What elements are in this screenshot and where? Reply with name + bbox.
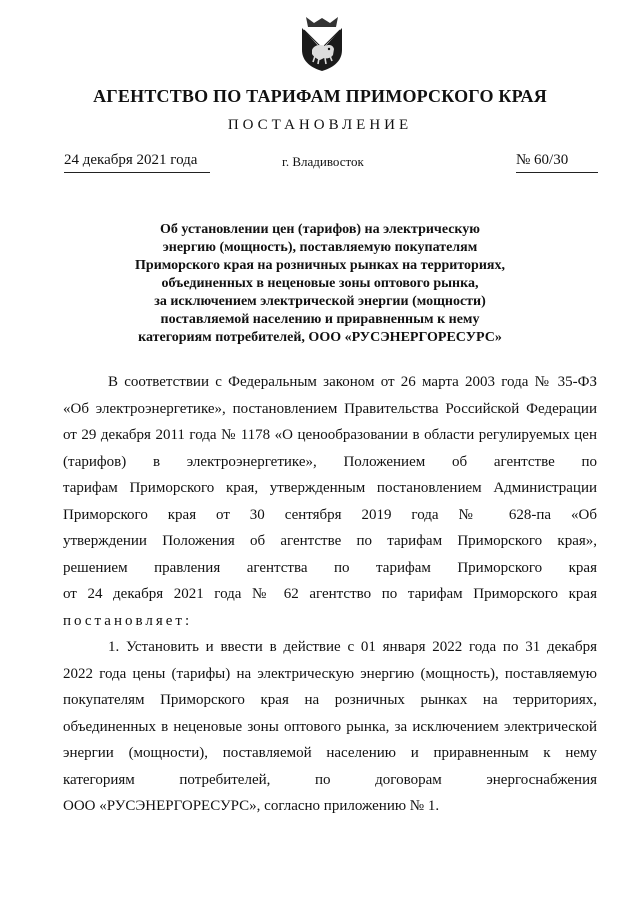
title-line: энергию (мощность), поставляемую покупателям <box>162 240 478 255</box>
document-number-text: № 60/30 <box>516 152 598 173</box>
preamble-paragraph <box>63 369 597 634</box>
text-line: утверждении Положения об агентстве по тарифам Приморского края», <box>63 533 597 549</box>
text-line: тарифам Приморского края, утвержденным постановлением Администрации <box>63 480 597 496</box>
text-line: от 29 декабря 2011 года № 1178 «О ценообразовании в области регулируемых цен <box>63 427 597 443</box>
document-city: г. Владивосток <box>282 154 364 169</box>
text-line: объединенных в неценовые зоны оптового рынка, за исключением электрической <box>63 718 597 735</box>
document-title <box>110 221 530 347</box>
document-body <box>63 369 597 820</box>
text-line: Приморского края от 30 сентября 2019 года № 628-па «Об <box>63 506 597 523</box>
document-date <box>64 152 210 173</box>
text-line: категориям потребителей, по договорам энергоснабжения <box>63 771 597 788</box>
resolution-keyword: постановляет: <box>63 612 193 629</box>
agency-name: АГЕНТСТВО ПО ТАРИФАМ ПРИМОРСКОГО КРАЯ <box>93 86 547 106</box>
text-line: энергии (мощности), поставляемой населению и приравненным к нему <box>63 745 597 761</box>
title-line: за исключением электрической энергии (мощности) <box>154 294 486 309</box>
text-line: решением правления агентства по тарифам Приморского края <box>63 559 597 576</box>
text-line: «Об электроэнергетике», постановлением Правительства Российской Федерации <box>63 400 597 417</box>
clause-1-paragraph <box>63 634 597 820</box>
text-line: от 24 декабря 2021 года № 62 агентство по тарифам Приморского края <box>63 586 597 602</box>
title-line: поставляемой населению и приравненным к нему <box>160 312 480 327</box>
title-line: категориям потребителей, ООО «РУСЭНЕРГОРЕСУРС» <box>138 330 502 345</box>
text-line: 2022 года цены (тарифы) на электрическую энергию (мощность), поставляемую <box>63 665 597 682</box>
text-line: покупателям Приморского края на розничных рынках на территориях, <box>63 692 597 708</box>
text-line: (тарифов) в электроэнергетике», Положением об агентстве по <box>63 453 597 470</box>
text-line: В соответствии с Федеральным законом от 26 марта 2003 года № 35-ФЗ <box>108 374 597 390</box>
document-type: ПОСТАНОВЛЕНИЕ <box>227 117 413 133</box>
document-number <box>516 152 598 173</box>
document-date-text: 24 декабря 2021 года <box>64 152 210 173</box>
title-line: Приморского края на розничных рынках на территориях, <box>135 258 505 273</box>
coat-of-arms-icon <box>298 14 346 72</box>
title-line: Об установлении цен (тарифов) на электрическую <box>159 222 480 237</box>
text-line: 1. Установить и ввести в действие с 01 января 2022 года по 31 декабря <box>108 639 597 655</box>
title-line: объединенных в неценовые зоны оптового рынка, <box>161 276 479 291</box>
text-line: ООО «РУСЭНЕРГОРЕСУРС», согласно приложению № 1. <box>63 798 440 814</box>
